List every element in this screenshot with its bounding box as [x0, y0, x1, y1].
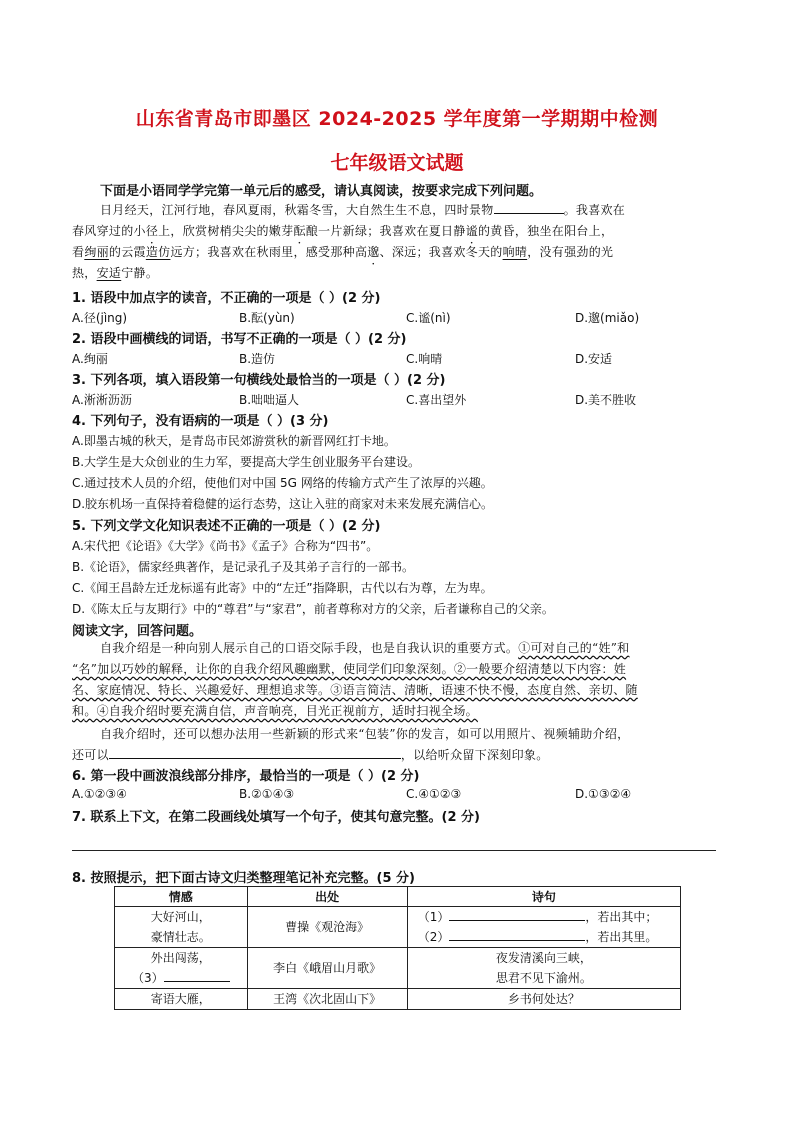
- q1-option-d[interactable]: D.邈(miǎo): [575, 311, 640, 325]
- emotion-cell: 大好河山， 豪情壮志。: [115, 907, 248, 948]
- q6-option-b[interactable]: B.②①④③: [239, 787, 295, 801]
- source-cell: 李白《峨眉山月歌》: [247, 948, 407, 989]
- q1-option-c[interactable]: C.谧(nì): [406, 311, 451, 325]
- question-7: 7. 联系上下文，在第二段画线处填写一个句子，使其句意完整。(2 分): [72, 810, 480, 825]
- q5-option-d[interactable]: D.《陈太丘与友期行》中的“尊君”与“家君”，前者尊称对方的父亲，后者谦称自己的父亲。: [72, 602, 554, 616]
- q6-option-d[interactable]: D.①③②④: [575, 787, 632, 801]
- q6-option-a[interactable]: A.①②③④: [72, 787, 127, 801]
- lines-cell: 夜发清溪向三峡， 思君不见下渝州。: [407, 948, 680, 989]
- emotion-cell: 外出闯荡， （3）: [115, 948, 248, 989]
- answer-blank[interactable]: [109, 746, 401, 759]
- fill-blank[interactable]: [449, 928, 585, 941]
- passage1-line4: 热，安适宁静。: [72, 266, 159, 280]
- fill-blank[interactable]: [164, 969, 230, 982]
- passage2-line3: 名、家庭情况、特长、兴趣爱好、理想追求等。③语言简洁、清晰，语速不快不慢，态度自然、亲切、随: [72, 683, 638, 697]
- section-intro: 下面是小语同学学完第一单元后的感受，请认真阅读，按要求完成下列问题。: [100, 184, 543, 199]
- q5-option-c[interactable]: C.《闻王昌龄左迁龙标遥有此寄》中的“左迁”指降职，古代以右为尊，左为卑。: [72, 581, 493, 595]
- q3-option-a[interactable]: A.淅淅沥沥: [72, 393, 132, 407]
- table-row: [115, 907, 681, 948]
- passage2-line5: 自我介绍时，还可以想办法用一些新颖的形式来“包装”你的发言，如可以用照片、视频辅助介绍，: [100, 727, 630, 741]
- table-row: [115, 989, 681, 1010]
- q2-option-c[interactable]: C.响晴: [406, 352, 443, 366]
- table-header: 情感: [115, 887, 248, 907]
- fill-blank[interactable]: [449, 908, 585, 921]
- notes-table: [114, 886, 681, 1010]
- passage2-line1: 自我介绍是一种向别人展示自己的口语交际手段，也是自我认识的重要方式。①可对自己的“姓”和: [100, 641, 630, 655]
- q4-option-d[interactable]: D.胶东机场一直保持着稳健的运行态势，这让入驻的商家对未来发展充满信心。: [72, 497, 494, 511]
- lines-cell: 乡书何处达？: [407, 989, 680, 1010]
- q3-option-d[interactable]: D.美不胜收: [575, 393, 637, 407]
- source-cell: 曹操《观沧海》: [247, 907, 407, 948]
- q2-option-b[interactable]: B.造仿: [239, 352, 276, 366]
- q1-option-b[interactable]: B.酝(yùn): [239, 311, 295, 325]
- q4-option-b[interactable]: B.大学生是大众创业的生力军，要提高大学生创业服务平台建设。: [72, 455, 421, 469]
- question-8: 8. 按照提示，把下面古诗文归类整理笔记补充完整。(5 分): [72, 871, 415, 886]
- q6-option-c[interactable]: C.④①②③: [406, 787, 462, 801]
- q2-option-a[interactable]: A.绚丽: [72, 352, 108, 366]
- table-header: 出处: [247, 887, 407, 907]
- exam-title: 山东省青岛市即墨区 2024-2025 学年度第一学期期中检测: [135, 108, 659, 130]
- passage2-line2: “名”加以巧妙的解释，让你的自我介绍风趣幽默，使同学们印象深刻。②一般要介绍清楚以下内容：姓: [72, 662, 627, 676]
- table-header: 诗句: [407, 887, 680, 907]
- question-1: 1. 语段中加点字的读音，不正确的一项是（ ）(2 分): [72, 291, 381, 306]
- question-3: 3. 下列各项，填入语段第一句横线处最恰当的一项是（ ）(2 分): [72, 373, 446, 388]
- fill-blank[interactable]: [494, 201, 564, 214]
- passage2-line4: 和。④自我介绍时要充满自信，声音响亮，目光正视前方，适时扫视全场。: [72, 704, 478, 718]
- question-4: 4. 下列句子，没有语病的一项是（ ）(3 分): [72, 414, 329, 429]
- question-6: 6. 第一段中画波浪线部分排序，最恰当的一项是（ ）(2 分): [72, 769, 420, 784]
- q7-answer-line[interactable]: [72, 850, 716, 851]
- exam-subtitle: 七年级语文试题: [330, 152, 464, 174]
- emotion-cell: 寄语大雁，: [115, 989, 248, 1010]
- q3-option-c[interactable]: C.喜出望外: [406, 393, 467, 407]
- passage1-line1: 日月经天，江河行地，春风夏雨，秋霜冬雪，大自然生生不息，四时景物 。我喜欢在: [100, 203, 626, 217]
- reading-heading: 阅读文字，回答问题。: [72, 624, 203, 639]
- table-header-row: [115, 887, 681, 907]
- q4-option-c[interactable]: C.通过技术人员的介绍，使他们对中国 5G 网络的传输方式产生了浓厚的兴趣。: [72, 476, 493, 490]
- q5-option-a[interactable]: A.宋代把《论语》《大学》《尚书》《孟子》合称为“四书”。: [72, 539, 379, 553]
- source-cell: 王湾《次北固山下》: [247, 989, 407, 1010]
- table-row: [115, 948, 681, 989]
- q3-option-b[interactable]: B.咄咄逼人: [239, 393, 300, 407]
- lines-cell: （1） ，若出其中； （2） ，若出其里。: [407, 907, 680, 948]
- question-5: 5. 下列文学文化知识表述不正确的一项是（ ）(2 分): [72, 519, 381, 534]
- question-2: 2. 语段中画横线的词语，书写不正确的一项是（ ）(2 分): [72, 332, 407, 347]
- q4-option-a[interactable]: A.即墨古城的秋天，是青岛市民郊游赏秋的新晋网红打卡地。: [72, 434, 396, 448]
- q1-option-a[interactable]: A.径(jìng): [72, 311, 128, 325]
- q2-option-d[interactable]: D.安适: [575, 352, 613, 366]
- passage1-line2: 春风穿过的小径上，欣赏树梢尖尖的嫩芽酝酿一片新绿；我喜欢在夏日静谧的黄昏，独坐在阳台上，: [72, 224, 614, 238]
- passage2-line6: 还可以 ，以给听众留下深刻印象。: [72, 748, 549, 762]
- passage1-line3: 看绚丽的云霞造仿远方；我喜欢在秋雨里，感受那种高邈、深远；我喜欢冬天的响晴，没有强劲的光: [72, 245, 614, 259]
- q5-option-b[interactable]: B.《论语》，儒家经典著作，是记录孔子及其弟子言行的一部书。: [72, 560, 415, 574]
